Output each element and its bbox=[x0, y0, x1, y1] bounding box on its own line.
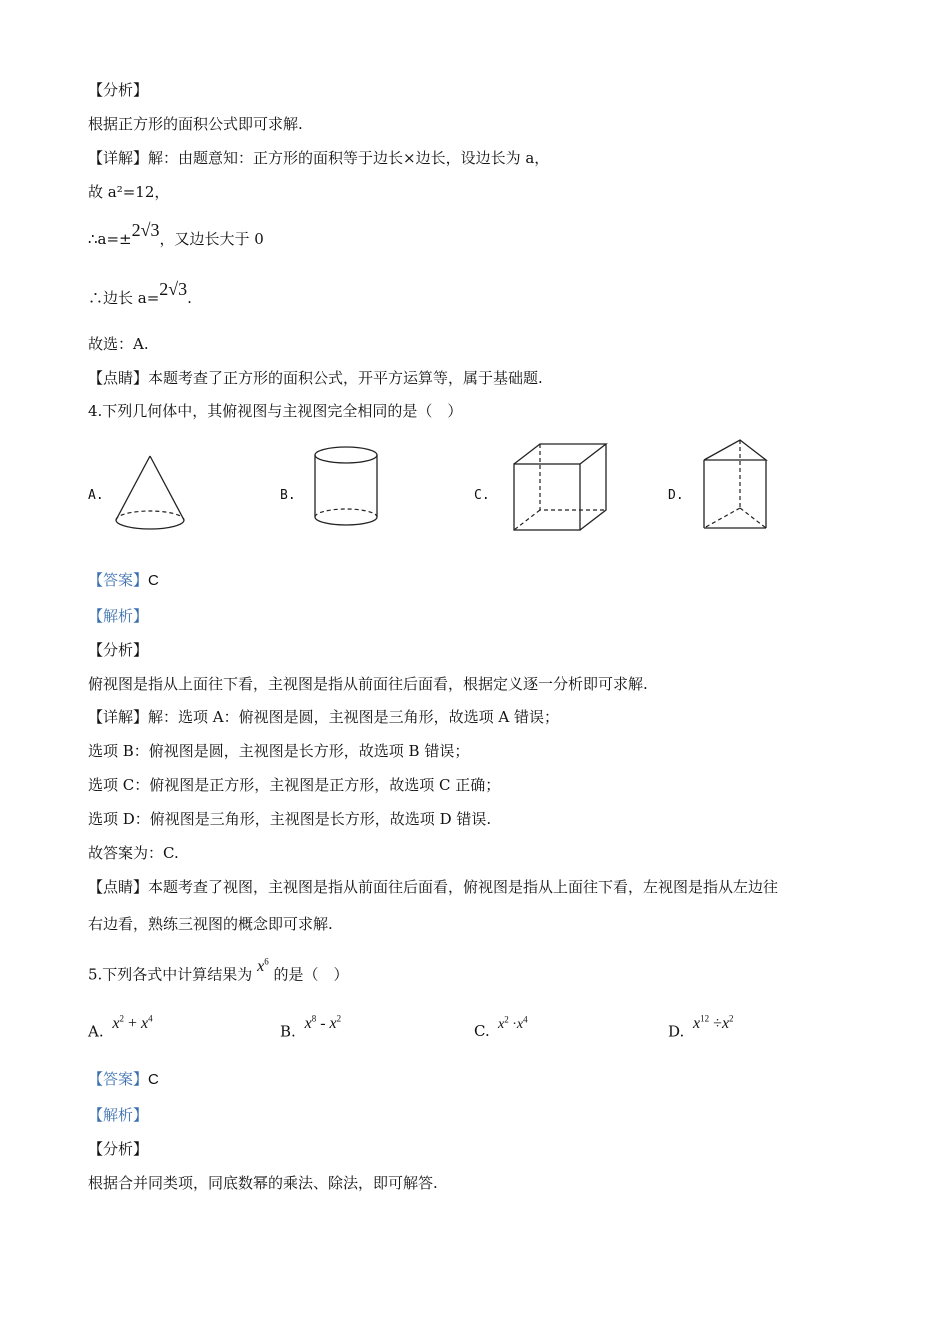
q5-question bbox=[88, 957, 349, 985]
detail-line: 选项 C：俯视图是正方形，主视图是正方形，故选项 C 正确； bbox=[88, 776, 501, 794]
option-d-expr: $x^{12} \div x^2$ bbox=[693, 1014, 734, 1033]
q5-question-prefix: 5.下列各式中计算结果为 bbox=[88, 965, 253, 984]
radical-symbol: √3 bbox=[140, 220, 160, 240]
option-a bbox=[88, 1014, 153, 1041]
side-prefix: ∴边长 a= bbox=[88, 289, 160, 307]
detail-text: 解：由题意知：正方形的面积等于边长×边长，设边长为 a， bbox=[148, 149, 550, 167]
analysis-heading: 【分析】 bbox=[88, 1140, 149, 1158]
q5-question-suffix: 的是（ ） bbox=[273, 965, 349, 984]
comment-text: 本题考查了视图，主视图是指从前面往后面看，俯视图是指从上面往下看，左视图是指从左边往 bbox=[148, 878, 779, 896]
option-d bbox=[668, 1014, 734, 1041]
answer-value: C bbox=[148, 1071, 159, 1088]
analysis-text: 根据合并同类项，同底数幂的乘法、除法，即可解答. bbox=[88, 1174, 438, 1192]
detail-text: 解：选项 A：俯视图是圆，主视图是三角形，故选项 A 错误； bbox=[148, 708, 559, 726]
option-a-label: A. bbox=[88, 488, 104, 503]
root-prefix: ∴a=± bbox=[88, 230, 132, 248]
detail-line bbox=[88, 148, 549, 168]
side-suffix: . bbox=[187, 289, 192, 307]
option-d-label: D. bbox=[668, 488, 684, 503]
answer-heading: 【答案】 bbox=[88, 571, 149, 589]
root-line bbox=[88, 220, 264, 249]
analysis-heading: 【分析】 bbox=[88, 81, 149, 99]
option-b-label: B. bbox=[280, 1022, 296, 1041]
cylinder-figure bbox=[310, 444, 382, 532]
choice-line: 故选：A. bbox=[88, 335, 149, 353]
option-a-label: A. bbox=[88, 1022, 104, 1041]
comment-heading: 【点睛】 bbox=[88, 878, 149, 896]
side-coefficient: 2 bbox=[159, 279, 169, 299]
detail-line: 选项 D：俯视图是三角形，主视图是长方形，故选项 D 错误. bbox=[88, 810, 492, 828]
comment-text: 本题考查了正方形的面积公式，开平方运算等，属于基础题. bbox=[148, 369, 543, 387]
answer-value: C bbox=[148, 572, 159, 589]
side-length-line bbox=[88, 279, 192, 308]
q4-answer-line bbox=[88, 570, 159, 591]
comment-line bbox=[88, 877, 778, 897]
q4-question: 4.下列几何体中，其俯视图与主视图完全相同的是（ ） bbox=[88, 402, 463, 420]
option-d-label: D. bbox=[668, 1022, 685, 1041]
comment-heading: 【点睛】 bbox=[88, 369, 149, 387]
triangular-prism-figure bbox=[700, 436, 772, 532]
cube-figure bbox=[510, 440, 612, 534]
comment-line bbox=[88, 368, 543, 388]
analysis-text: 根据正方形的面积公式即可求解. bbox=[88, 115, 303, 133]
q5-question-expr: $x^6$ bbox=[257, 957, 269, 976]
detail-heading: 【详解】 bbox=[88, 149, 149, 167]
comment-line: 右边看，熟练三视图的概念即可求解. bbox=[88, 915, 333, 933]
detail-line: 选项 B：俯视图是圆，主视图是长方形，故选项 B 错误； bbox=[88, 742, 470, 760]
conclusion-line: 故答案为：C. bbox=[88, 844, 179, 862]
option-b bbox=[280, 1014, 342, 1041]
option-c-expr: $x^2 \cdot x^4$ bbox=[498, 1014, 528, 1032]
explain-heading: 【解析】 bbox=[88, 1106, 149, 1124]
root-suffix: ，又边长大于 0 bbox=[159, 230, 264, 248]
analysis-heading: 【分析】 bbox=[88, 641, 149, 659]
option-b-label: B. bbox=[280, 488, 296, 503]
q5-answer-line bbox=[88, 1069, 159, 1090]
option-c-label: C. bbox=[474, 1022, 490, 1040]
step-line: 故 a²=12， bbox=[88, 183, 170, 201]
analysis-text: 俯视图是指从上面往下看，主视图是指从前面往后面看，根据定义逐一分析即可求解. bbox=[88, 675, 648, 693]
radical-symbol: √3 bbox=[168, 279, 188, 299]
option-c-label: C. bbox=[474, 488, 490, 503]
cone-figure bbox=[110, 452, 190, 534]
detail-line bbox=[88, 707, 559, 727]
explain-heading: 【解析】 bbox=[88, 607, 149, 625]
option-a-expr: $x^2 + x^4$ bbox=[112, 1014, 153, 1033]
root-coefficient: 2 bbox=[131, 220, 141, 240]
detail-heading: 【详解】 bbox=[88, 708, 149, 726]
answer-heading: 【答案】 bbox=[88, 1070, 149, 1088]
option-b-expr: $x^8 - x^2$ bbox=[304, 1014, 342, 1033]
option-c bbox=[474, 1014, 528, 1041]
